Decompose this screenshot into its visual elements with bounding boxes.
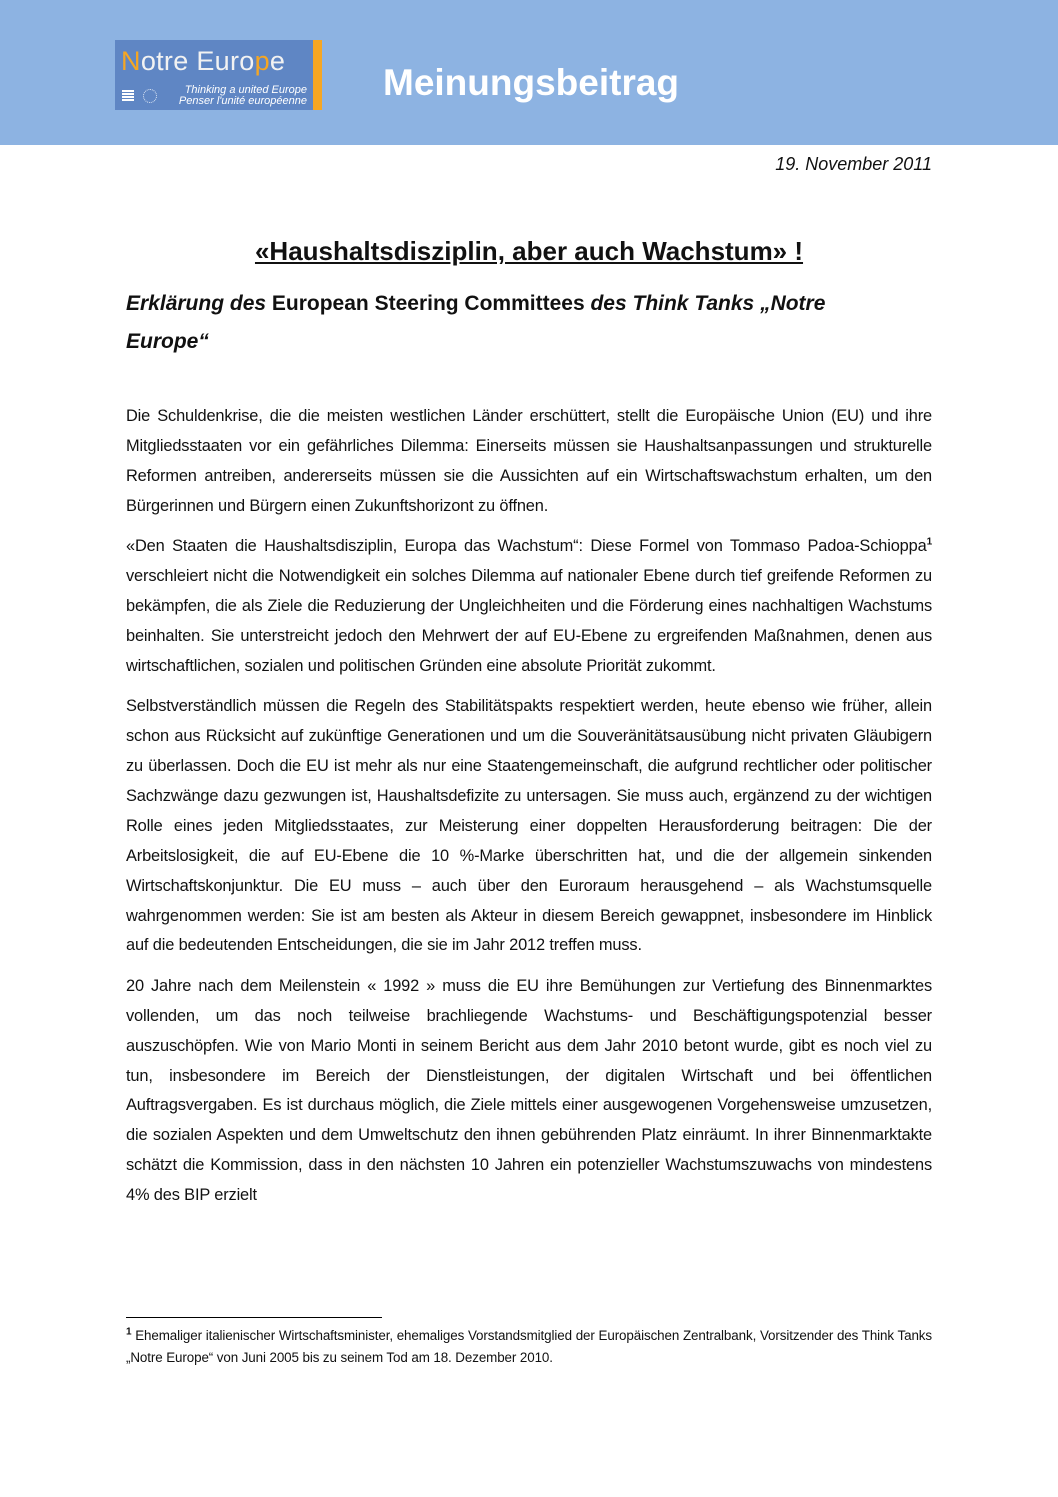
paragraph: Selbstverständlich müssen die Regeln des Stabilitätspakts respektiert werden, heute ebenso wie früher, allein schon aus Rücksicht auf zukünftige Generationen und um die Souveränitätsausübung nicht privaten Gläubigern zu überlassen. Doch die EU ist mehr als nur eine Staatengemeinschaft, die aufgrund rechtlicher oder politischer Sachzwänge dazu gezwungen ist, Haushaltsdefizite zu untersagen. Sie muss auch, ergänzend zu der wichtigen Rolle eines jeden Mitgliedsstaates, zur Meisterung einer doppelten Herausforderung beitragen: Die der Arbeitslosigkeit, die auf EU-Ebene die 10 %-Marke überschritten hat, und die der allgemein sinkenden Wirtschaftskonjunktur. Die EU muss – auch über den Euroraum herausgehend – als Wachstumsquelle wahrgenommen werden: Sie ist am besten als Akteur in diesem Bereich gewappnet, insbesondere im Hinblick auf die bedeutenden Entscheidungen, die sie im Jahr 2012 treffen muss. [126,697,932,955]
footnote-divider [126,1317,382,1318]
footnote-number: 1 [126,1326,132,1338]
paragraph [126,532,932,682]
document-type: Meinungsbeitrag [383,62,680,103]
document-subtitle [126,285,886,361]
logo-tagline-fr: Penser l'unité européenne [178,95,307,107]
footnote-reference[interactable]: 1 [926,536,932,548]
eu-stars-icon [143,89,157,103]
paragraph-text: «Den Staaten die Haushaltsdisziplin, Europa das Wachstum“: Diese Formel von Tommaso Padoa-Schioppa [126,537,927,556]
logo-letter: p [254,46,270,76]
logo-tagline-en: Thinking a united Europe [184,84,307,96]
subtitle-part: Erklärung des [126,292,267,315]
document-date: 19. November 2011 [775,154,932,174]
paragraph-text: verschleiert nicht die Notwendigkeit ein solches Dilemma auf nationaler Ebene durch tief greifende Reformen zu bekämpfen, die als Ziele die Reduzierung der Ungleichheiten und die Förderung eines nachhaltigen Wachstums beinhalten. Sie unterstreicht jedoch den Mehrwert der auf EU-Ebene zu ergreifenden Maßnahmen, denen aus wirtschaftlichen, sozialen und politischen Gründen eine absolute Priorität zukommt. [126,567,932,675]
subtitle-part: des Think Tanks „Notre Europe“ [126,292,826,353]
logo-letters: otre Euro [140,46,255,76]
paragraph: 20 Jahre nach dem Meilenstein « 1992 » muss die EU ihre Bemühungen zur Vertiefung des Binnenmarktes vollenden, um das noch teilweise brachliegende Wachstums- und Beschäftigungspotenzial besser auszuschöpfen. Wie von Mario Monti in seinem Bericht aus dem Jahr 2010 betont wurde, gibt es noch viel zu tun, insbesondere im Bereich der Dienstleistungen, der digitalen Wirtschaft und bei öffentlichen Auftragsvergaben. Es ist durchaus möglich, die Ziele mittels einer ausgewogenen Vorgehensweise umzusetzen, die sozialen Aspekten und dem Umweltschutz den ihnen gebührenden Platz einräumt. In ihrer Binnenmarktakte schätzt die Kommission, dass in den nächsten 10 Jahren ein potenzieller Wachstumszuwachs von mindestens 4% des BIP erzielt [126,976,932,1205]
paragraph: Die Schuldenkrise, die die meisten westlichen Länder erschüttert, stellt die Europäische Union (EU) und ihre Mitgliedsstaaten vor ein gefährliches Dilemma: Einerseits müssen sie Haushaltsanpassungen und strukturelle Reformen antreiben, andererseits müssen sie die Aussichten auf ein Wirtschaftswachstum erhalten, um den Bürgerinnen und Bürgern einen Zukunftshorizont zu öffnen. [126,407,932,515]
logo-letter: N [121,46,141,76]
header-band [0,0,1058,145]
document-body [126,402,932,1222]
logo-name [121,46,285,77]
notre-europe-logo [115,40,322,110]
footnote-text: Ehemaliger italienischer Wirtschaftsminister, ehemaliges Vorstandsmitglied der Europäischen Zentralbank, Vorsitzender des Think Tanks „Notre Europe“ von Juni 2005 bis zu seinem Tod am 18. Dezember 2010. [126,1328,932,1365]
document-title: «Haushaltsdisziplin, aber auch Wachstum» ! [254,236,804,266]
document-icon [122,90,134,102]
subtitle-part: European Steering Committees [266,292,591,315]
footnote [126,1325,932,1369]
logo-letter: e [269,46,286,76]
